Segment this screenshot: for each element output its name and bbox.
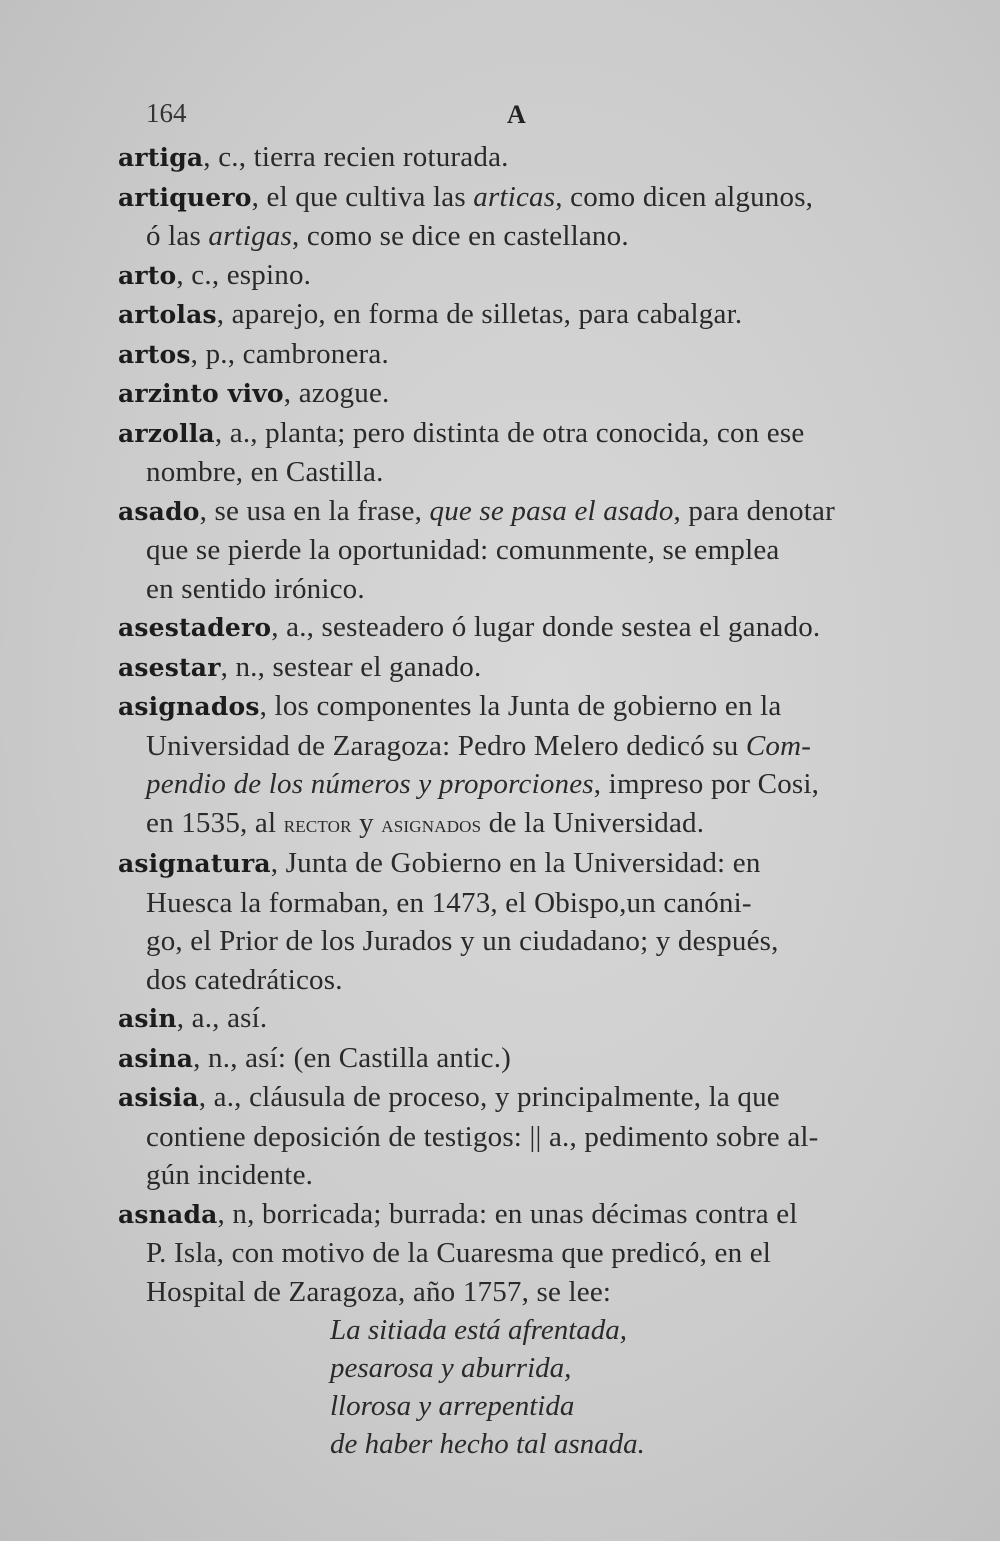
verse-line: pesarosa y aburrida, (330, 1352, 572, 1384)
definition-text: en sentido irónico. (146, 572, 365, 605)
entry-asado (118, 492, 918, 609)
headword: artos (118, 339, 191, 369)
definition-text: , n., sestear el ganado. (220, 650, 482, 683)
headword: artiquero (118, 182, 252, 212)
headword: artiga (118, 143, 204, 172)
definition-text: , p., cambronera. (190, 337, 389, 370)
small-caps-term: asignados (381, 811, 482, 838)
italic-term: articas (473, 180, 556, 213)
definition-text: Universidad de Zaragoza: Pedro Melero dedicó su (146, 729, 746, 762)
definition-text: , los componentes la Junta de gobierno en la (259, 690, 782, 722)
definition-text: go, el Prior de los Jurados y un ciudadano; y después, (146, 925, 779, 957)
definition-text: , aparejo, en forma de silletas, para cabalgar. (216, 298, 743, 330)
dictionary-entries (118, 138, 918, 1463)
definition-text: contiene deposición de testigos: || a., pedimento sobre al- (146, 1120, 819, 1153)
headword: asisia (118, 1083, 199, 1112)
definition-text: , se usa en la frase, (199, 494, 430, 527)
verse-line: de haber hecho tal asnada. (330, 1428, 645, 1460)
entry-asestar (118, 648, 918, 688)
entry-asisia (118, 1078, 918, 1195)
entry-artiquero (118, 178, 918, 256)
headword: asignados (118, 692, 260, 721)
definition-text: Hospital de Zaragoza, año 1757, se lee: (146, 1275, 612, 1308)
entry-asignados (118, 687, 918, 844)
entry-artos (118, 335, 918, 375)
entry-asestadero (118, 608, 918, 648)
headword: asina (118, 1043, 194, 1073)
italic-title: pendio de los números y proporciones (146, 768, 594, 800)
definition-text: , para denotar (673, 494, 835, 527)
italic-phrase: que se pasa el asado (429, 494, 674, 527)
definition-text: , c., espino. (176, 258, 312, 291)
headword: asestar (118, 652, 221, 682)
definition-text: , como dicen algunos, (555, 180, 814, 213)
page-number: 164 (146, 98, 187, 128)
entry-arto (118, 256, 918, 296)
verse-line: La sitiada está afrentada, (330, 1314, 627, 1346)
definition-text: en 1535, al (146, 806, 284, 839)
definition-text: , como se dice en castellano. (292, 220, 629, 252)
definition-text: , a., cláusula de proceso, y principalmente, la que (198, 1081, 780, 1113)
definition-text: y (351, 806, 382, 839)
headword: arto (118, 260, 177, 290)
headword: asin (118, 1004, 177, 1033)
definition-text: , c., tierra recien roturada. (203, 141, 509, 173)
definition-text: de la Universidad. (481, 806, 705, 839)
headword: arzolla (118, 418, 215, 448)
entry-arzolla (118, 414, 918, 492)
headword: arzinto vivo (118, 379, 284, 408)
definition-text: P. Isla, con motivo de la Cuaresma que predicó, en el (146, 1237, 772, 1269)
entry-artiga (118, 138, 918, 178)
definition-text: ó las (146, 220, 209, 252)
definition-text: gún incidente. (146, 1159, 314, 1191)
definition-text: , n, borricada; burrada: en unas décimas contra el (217, 1197, 798, 1230)
definition-text: , impreso por Cosi, (593, 768, 820, 800)
definition-text: , el que cultiva las (251, 180, 474, 213)
definition-text: que se pierde la oportunidad: comunmente, se emplea (146, 534, 780, 566)
headword: asestadero (118, 613, 272, 642)
definition-text: , a., sesteadero ó lugar donde sestea el ganado. (271, 611, 821, 643)
italic-term: artigas (208, 220, 293, 252)
definition-text: Huesca la formaban, en 1473, el Obispo,un canóni- (146, 886, 752, 919)
verse-line: llorosa y arrepentida (330, 1390, 575, 1422)
entry-asina (118, 1039, 918, 1079)
small-caps-term: rector (283, 811, 352, 838)
headword: asnada (118, 1199, 218, 1229)
entry-arzinto-vivo (118, 374, 918, 414)
headword: asado (118, 496, 200, 526)
headword: asignatura (118, 849, 271, 878)
section-letter: A (507, 100, 526, 129)
definition-text: nombre, en Castilla. (146, 456, 384, 488)
definition-text: , n., así: (en Castilla antic.) (193, 1041, 512, 1074)
definition-text: , a., planta; pero distinta de otra conocida, con ese (214, 416, 805, 449)
quoted-verse (118, 1311, 918, 1463)
definition-text: , azogue. (283, 377, 390, 409)
entry-asignatura (118, 844, 918, 999)
headword: artolas (118, 300, 217, 329)
entry-asnada (118, 1195, 918, 1312)
definition-text: dos catedráticos. (146, 963, 343, 996)
italic-title: Com- (745, 729, 812, 762)
definition-text: , Junta de Gobierno en la Universidad: en (270, 847, 761, 879)
entry-artolas (118, 295, 918, 335)
page-header (0, 98, 1000, 138)
entry-asin (118, 999, 918, 1039)
definition-text: , a., así. (176, 1002, 268, 1034)
